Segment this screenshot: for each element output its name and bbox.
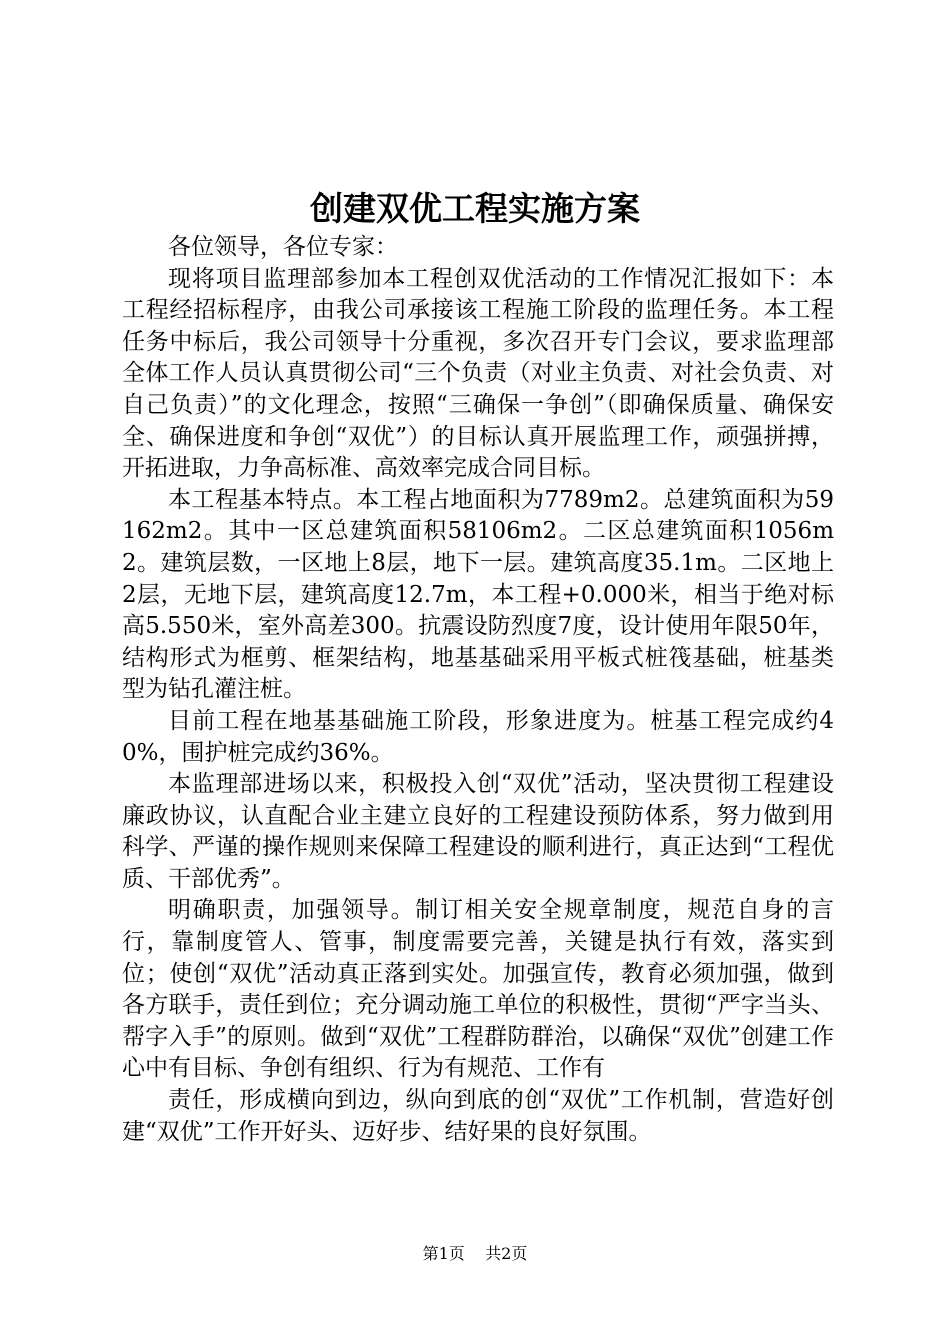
page-number-total: 共2页 <box>485 1244 528 1263</box>
paragraph-salutation: 各位领导，各位专家： <box>168 234 398 260</box>
paragraph-responsibilities: 明确职责，加强领导。制订相关安全规章制度，规范自身的言行，靠制度管人、管事，制度需要完善，关键是执行有效，落实到位；使创“双优”活动真正落到实处。加强宣传，教育必须加强，做到各方联手，责任到位；充分调动施工单位的积极性，贯彻“严字当头、帮字入手”的原则。做到“双优”工程群防群治，以确保“双优”创建工作心中有目标、争创有组织、行为有规范、工作有 <box>122 897 834 1082</box>
footer-spacer <box>470 1244 480 1263</box>
paragraph-progress: 目前工程在地基基础施工阶段，形象进度为。桩基工程完成约40%，围护桩完成约36%。 <box>122 707 834 766</box>
paragraph-project-features: 本工程基本特点。本工程占地面积为7789m2。总建筑面积为59162m2。其中一区总建筑面积58106m2。二区总建筑面积1056m2。建筑层数，一区地上8层，地下一层。建筑高度35.1m。二区地上2层，无地下层，建筑高度12.7m，本工程+0.000米，相当于绝对标高5.550米，室外高差300。抗震设防烈度7度，设计使用年限50年，结构形式为框剪、框架结构，地基基础采用平板式桩筏基础，桩基类型为钻孔灌注桩。 <box>122 486 834 703</box>
page-number-current: 第1页 <box>422 1244 465 1263</box>
document-body <box>122 232 834 1148</box>
paragraph-mechanism: 责任，形成横向到边，纵向到底的创“双优”工作机制，营造好创建“双优”工作开好头、迈好步、结好果的良好氛围。 <box>122 1087 834 1145</box>
paragraph-introduction: 现将项目监理部参加本工程创双优活动的工作情况汇报如下：本工程经招标程序，由我公司承接该工程施工阶段的监理任务。本工程任务中标后，我公司领导十分重视，多次召开专门会议，要求监理部全体工作人员认真贯彻公司“三个负责（对业主负责、对社会负责、对自己负责）”的文化理念，按照“三确保一争创”（即确保质量、确保安全、确保进度和争创“双优”）的目标认真开展监理工作，顽强拼搏，开拓进取，力争高标准、高效率完成合同目标。 <box>122 265 834 482</box>
page-footer <box>0 1242 950 1266</box>
document-title: 创建双优工程实施方案 <box>310 189 640 228</box>
paragraph-activities: 本监理部进场以来，积极投入创“双优”活动，坚决贯彻工程建设廉政协议，认直配合业主建立良好的工程建设预防体系，努力做到用科学、严谨的操作规则来保障工程建设的顺利进行，真正达到“工程优质、干部优秀”。 <box>122 771 834 892</box>
